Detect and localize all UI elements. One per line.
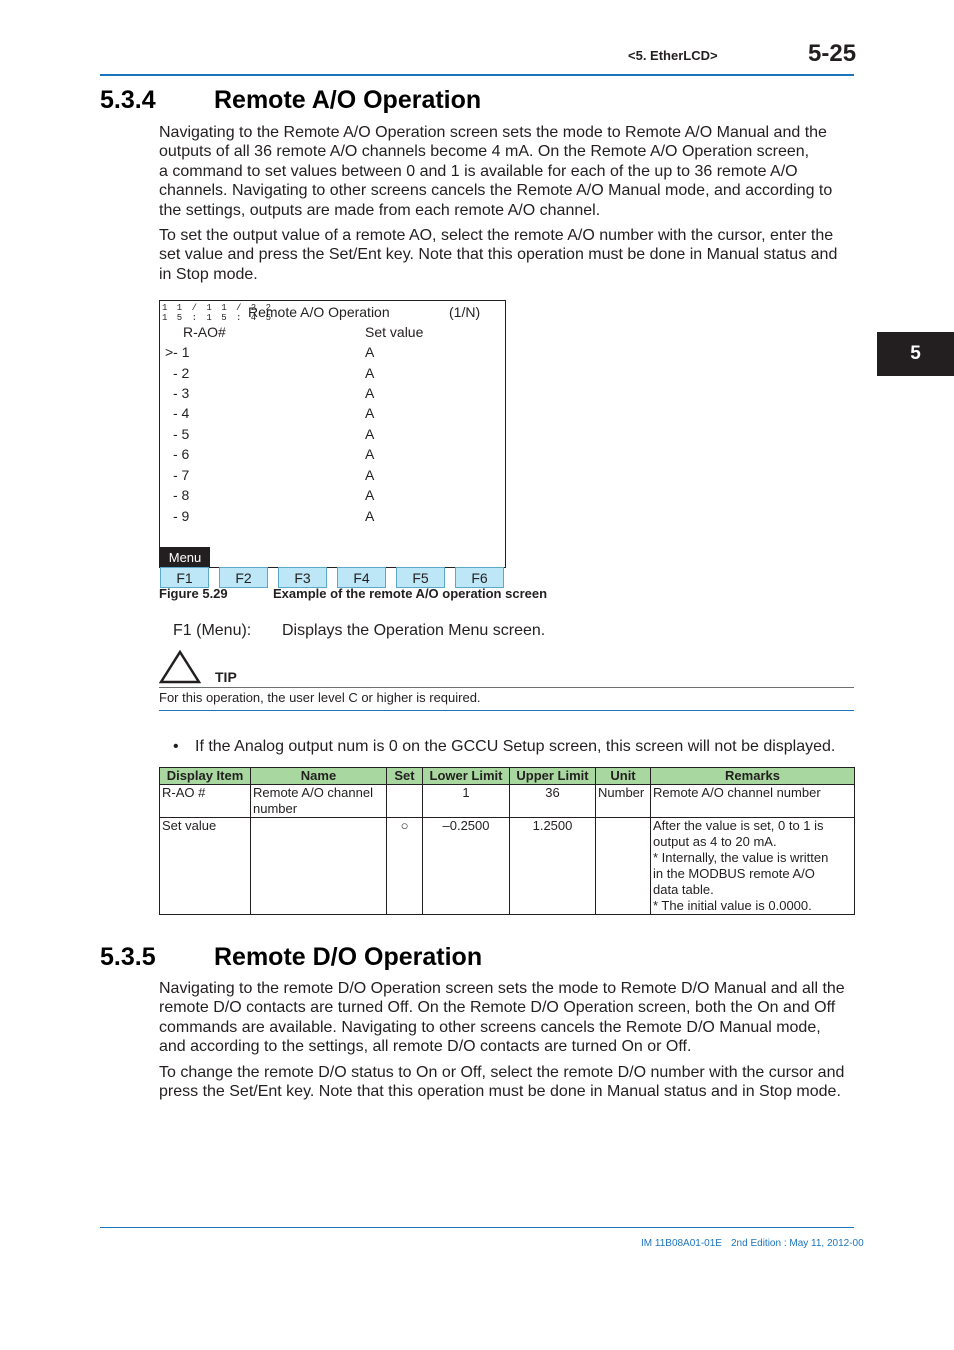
tip-label: TIP	[215, 669, 237, 685]
lcd-title: Remote A/O Operation	[248, 304, 390, 320]
edition-info: 2nd Edition : May 11, 2012-00	[731, 1238, 864, 1249]
lcd-row-num[interactable]: - 8	[173, 487, 190, 503]
paragraph-line: outputs of all 36 remote A/O channels become 4 mA. On the Remote A/O Operation screen,	[159, 143, 810, 161]
table-cell	[251, 785, 387, 818]
lcd-row-value[interactable]: A	[365, 405, 375, 421]
table-cell	[651, 785, 855, 818]
lcd-row-num[interactable]: - 5	[173, 426, 190, 442]
table-header: Upper Limit	[510, 768, 596, 785]
lcd-row-value[interactable]: A	[365, 508, 375, 524]
paragraph-line: in Stop mode.	[159, 265, 258, 283]
table-cell	[596, 818, 651, 915]
figure-caption: Example of the remote A/O operation screen	[273, 586, 548, 601]
tip-icon	[159, 650, 201, 689]
paragraph-line: the settings, outputs are made from each remote A/O channel.	[159, 201, 601, 219]
f5-key[interactable]: F5	[396, 567, 445, 588]
paragraph-line: Navigating to the remote D/O Operation screen sets the mode to Remote D/O Manual and all the	[159, 980, 845, 997]
section-number: 5.3.4	[100, 86, 156, 114]
table-header: Display Item	[160, 768, 251, 785]
cell-line: data table.	[653, 882, 714, 897]
paragraph-line: commands are available. Navigating to other screens cancels the Remote D/O Manual mode,	[159, 1018, 821, 1036]
lcd-time: 1 5 : 1 5 : 4 5	[162, 313, 274, 323]
lcd-row-num[interactable]: - 6	[173, 446, 190, 462]
cell-line: After the value is set, 0 to 1 is	[653, 818, 824, 833]
f6-key[interactable]: F6	[455, 567, 504, 588]
paragraph-line: a command to set values between 0 and 1 is available for each of the up to 36 remote A/O	[159, 162, 798, 180]
table-cell: 1	[423, 785, 510, 818]
lcd-row-num[interactable]: - 4	[173, 405, 190, 421]
table-header: Name	[251, 768, 387, 785]
lcd-row-value[interactable]: A	[365, 385, 375, 401]
page-number: 5-25	[808, 40, 857, 67]
lcd-row-num[interactable]: - 7	[173, 467, 190, 483]
f1-key[interactable]: F1	[160, 567, 209, 588]
tip-rule-top	[159, 687, 854, 688]
paragraph-line: remote D/O contacts are turned Off. On the Remote D/O Operation screen, both the On and Off	[159, 999, 836, 1017]
lcd-row-value[interactable]: A	[365, 365, 375, 381]
document-id: IM 11B08A01-01E	[641, 1238, 722, 1249]
lcd-col-setvalue: Set value	[365, 324, 424, 340]
paragraph-line: press the Set/Ent key. Note that this operation must be done in Manual status and in Stop mode.	[159, 1083, 841, 1101]
lcd-date: 1 1 / 1 1 / 2 2	[162, 303, 274, 313]
lcd-row-num[interactable]: - 2	[173, 365, 190, 381]
chapter-tab: 5	[877, 332, 954, 376]
cell-line: Remote A/O channel number	[653, 785, 821, 800]
table-cell: Number	[596, 785, 651, 818]
lcd-row-value[interactable]: A	[365, 446, 375, 462]
section-paragraph	[159, 123, 849, 220]
f3-key[interactable]: F3	[278, 567, 327, 588]
cell-line: Remote A/O channel	[253, 785, 373, 800]
section-title: Remote A/O Operation	[214, 86, 482, 114]
paragraph-line: To change the remote D/O status to On or Off, select the remote D/O number with the cursor and	[159, 1064, 845, 1081]
table-header: Remarks	[651, 768, 855, 785]
table-cell: R-AO #	[160, 785, 251, 818]
paragraph-line: Navigating to the Remote A/O Operation screen sets the mode to Remote A/O Manual and the	[159, 124, 827, 141]
table-header: Set	[387, 768, 423, 785]
cell-line: output as 4 to 20 mA.	[653, 834, 777, 849]
table-cell	[651, 818, 855, 915]
table-cell	[387, 785, 423, 818]
tip-rule-bottom	[159, 710, 854, 711]
f1-key-description: Displays the Operation Menu screen.	[282, 622, 546, 639]
lcd-row-num[interactable]: - 3	[173, 385, 190, 401]
paragraph-line: and according to the settings, all remote D/O contacts are turned On or Off.	[159, 1038, 692, 1056]
paragraph-line: set value and press the Set/Ent key. Note that this operation must be done in Manual status and	[159, 246, 838, 264]
f2-key[interactable]: F2	[219, 567, 268, 588]
chapter-header: <5. EtherLCD>	[628, 48, 718, 63]
header-rule	[100, 74, 854, 76]
cell-line: * Internally, the value is written	[653, 850, 829, 865]
lcd-col-raono: R-AO#	[183, 324, 226, 340]
table-cell: 1.2500	[510, 818, 596, 915]
section-paragraph	[159, 979, 849, 1057]
section-title: Remote D/O Operation	[214, 943, 483, 971]
tip-text: For this operation, the user level C or higher is required.	[159, 690, 481, 705]
figure-number: Figure 5.29	[159, 586, 228, 601]
table-header: Lower Limit	[423, 768, 510, 785]
footer-rule	[100, 1227, 854, 1228]
bullet-text: If the Analog output num is 0 on the GCCU Setup screen, this screen will not be displayed.	[195, 738, 836, 755]
table-cell: –0.2500	[423, 818, 510, 915]
f1-key-name: F1 (Menu):	[173, 622, 252, 639]
lcd-row-num[interactable]: >- 1	[165, 344, 190, 360]
cell-line: in the MODBUS remote A/O	[653, 866, 815, 881]
lcd-screen	[159, 300, 506, 568]
lcd-row-value[interactable]: A	[365, 487, 375, 503]
table-cell: ○	[387, 818, 423, 915]
bullet-mark: •	[173, 738, 179, 755]
table-cell: 36	[510, 785, 596, 818]
table-row	[160, 785, 855, 818]
section-paragraph	[159, 1063, 849, 1102]
table-cell	[251, 818, 387, 915]
lcd-row-value[interactable]: A	[365, 344, 375, 360]
paragraph-line: channels. Navigating to other screens cancels the Remote A/O Manual mode, and according to	[159, 182, 833, 200]
cell-line: number	[253, 801, 298, 816]
parameter-table	[159, 767, 855, 915]
lcd-menu-label: Menu	[160, 547, 210, 567]
lcd-row-value[interactable]: A	[365, 426, 375, 442]
lcd-page-indicator: (1/N)	[449, 304, 481, 320]
table-row	[160, 818, 855, 915]
table-header: Unit	[596, 768, 651, 785]
f4-key[interactable]: F4	[337, 567, 386, 588]
lcd-row-num[interactable]: - 9	[173, 508, 190, 524]
section-number: 5.3.5	[100, 943, 156, 971]
section-paragraph	[159, 226, 849, 284]
lcd-row-value[interactable]: A	[365, 467, 375, 483]
paragraph-line: To set the output value of a remote AO, select the remote A/O number with the cursor, enter the	[159, 227, 834, 244]
table-cell: Set value	[160, 818, 251, 915]
table-header-row	[160, 768, 855, 785]
cell-line: * The initial value is 0.0000.	[653, 898, 812, 913]
